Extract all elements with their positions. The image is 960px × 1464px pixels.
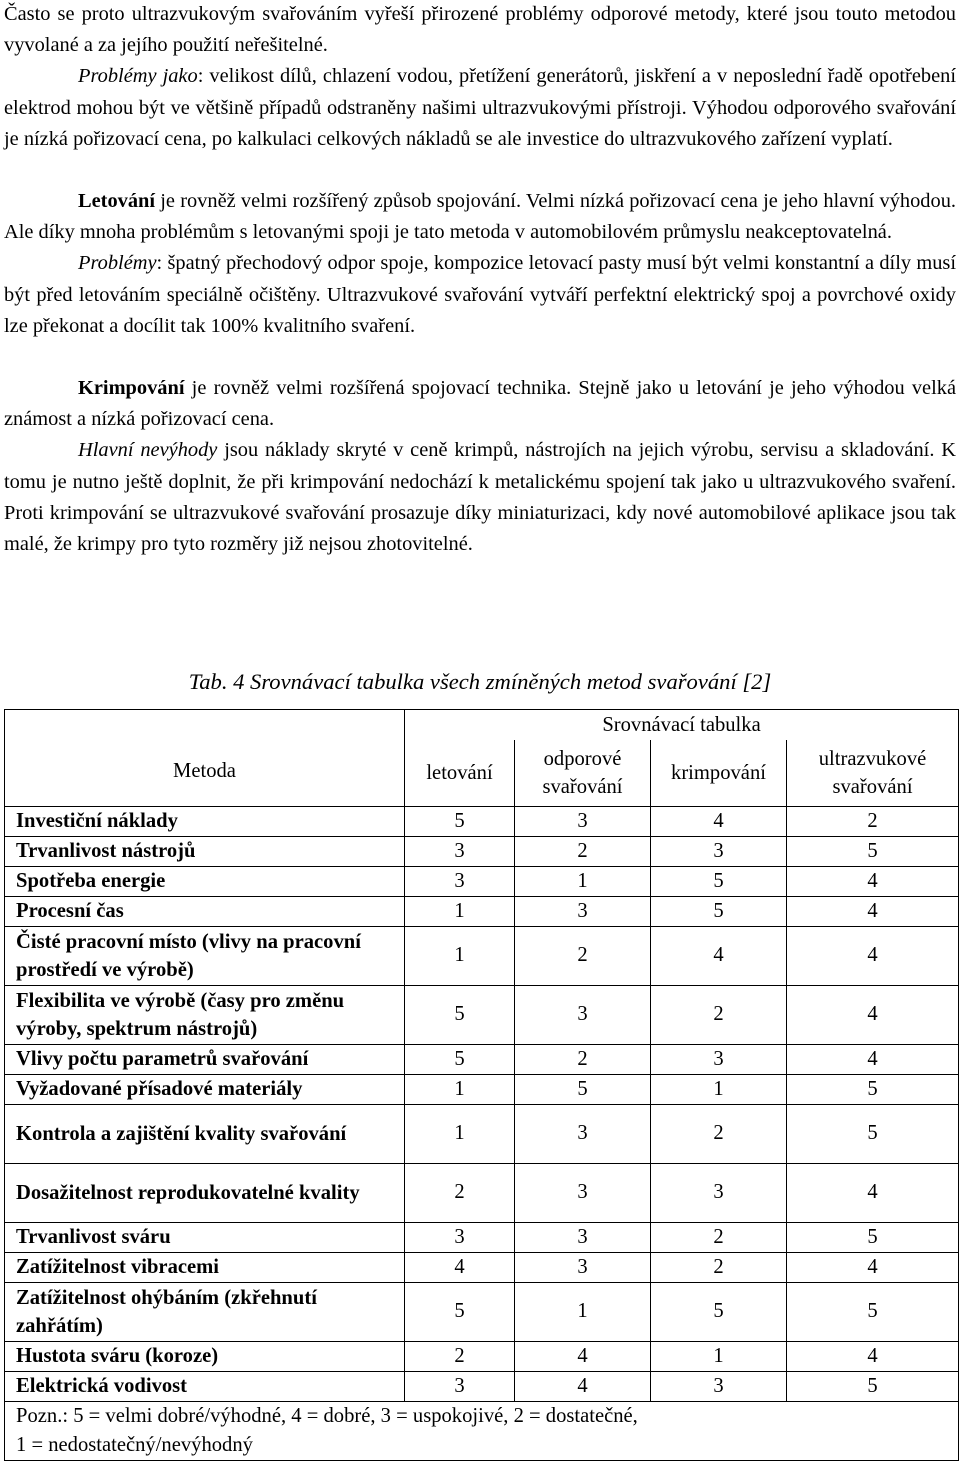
score-cell: 5 <box>405 985 515 1044</box>
score-cell: 1 <box>405 896 515 926</box>
score-cell: 3 <box>405 836 515 866</box>
score-cell: 4 <box>515 1341 651 1371</box>
row-label: Vyžadované přísadové materiály <box>5 1074 405 1104</box>
score-cell: 3 <box>515 1252 651 1282</box>
row-label: Elektrická vodivost <box>5 1371 405 1401</box>
score-cell: 5 <box>787 1104 959 1163</box>
score-cell: 5 <box>787 1074 959 1104</box>
score-cell: 4 <box>787 896 959 926</box>
score-cell: 5 <box>651 1282 787 1341</box>
table-note <box>5 1401 959 1460</box>
score-cell: 4 <box>787 1252 959 1282</box>
table-row <box>5 1074 959 1104</box>
paragraph-soldering-problems <box>4 248 956 342</box>
score-cell: 4 <box>651 926 787 985</box>
score-cell: 5 <box>405 806 515 836</box>
row-label: Zatížitelnost ohýbáním (zkřehnutí zahřátím) <box>5 1282 405 1341</box>
table-row <box>5 985 959 1044</box>
paragraph-text: : velikost dílů, chlazení vodou, přetížení generátorů, jiskření a v neposlední řadě opotřebení elektrod mohou být ve většině případů odstraněny našimi ultrazvukovými přístroji. Výhodou odporového svařování je nízká pořizovací cena, po kalkulaci celkových nákladů se ale investice do ultrazvukového zařízení vyplatí. <box>4 65 956 150</box>
table-row <box>5 866 959 896</box>
score-cell: 4 <box>787 1044 959 1074</box>
score-cell: 4 <box>787 985 959 1044</box>
score-cell: 1 <box>515 866 651 896</box>
score-cell: 2 <box>515 926 651 985</box>
score-cell: 2 <box>787 806 959 836</box>
score-cell: 3 <box>515 1163 651 1222</box>
score-cell: 3 <box>515 1104 651 1163</box>
table-row <box>5 1252 959 1282</box>
paragraph-soldering <box>4 186 956 248</box>
score-cell: 1 <box>515 1282 651 1341</box>
score-cell: 3 <box>651 1371 787 1401</box>
score-cell: 2 <box>515 1044 651 1074</box>
row-label: Kontrola a zajištění kvality svařování <box>5 1104 405 1163</box>
row-label: Vlivy počtu parametrů svařování <box>5 1044 405 1074</box>
table-row <box>5 1044 959 1074</box>
soldering-term: Letování <box>78 190 156 213</box>
method-header: Metoda <box>5 710 405 807</box>
score-cell: 4 <box>787 1163 959 1222</box>
score-cell: 1 <box>651 1341 787 1371</box>
score-cell: 3 <box>515 806 651 836</box>
row-label: Trvanlivost sváru <box>5 1222 405 1252</box>
score-cell: 5 <box>405 1282 515 1341</box>
table-row <box>5 1163 959 1222</box>
paragraph-crimping-disadvantages <box>4 435 956 560</box>
table-row <box>5 1282 959 1341</box>
score-cell: 4 <box>787 926 959 985</box>
score-cell: 4 <box>405 1252 515 1282</box>
score-cell: 5 <box>515 1074 651 1104</box>
problems-label: Problémy jako <box>78 65 198 88</box>
score-cell: 4 <box>787 1341 959 1371</box>
note-line: Pozn.: 5 = velmi dobré/výhodné, 4 = dobré, 3 = uspokojivé, 2 = dostatečné, <box>16 1404 638 1427</box>
score-cell: 3 <box>515 896 651 926</box>
score-cell: 1 <box>405 1074 515 1104</box>
score-cell: 3 <box>651 1163 787 1222</box>
problems-label: Problémy <box>78 252 157 275</box>
score-cell: 2 <box>515 836 651 866</box>
score-cell: 3 <box>515 985 651 1044</box>
document-page <box>4 0 956 560</box>
comparison-table <box>4 709 959 1461</box>
column-header: ultrazvukové svařování <box>787 740 959 806</box>
paragraph-text: je rovněž velmi rozšířený způsob spojování. Velmi nízká pořizovací cena je jeho hlavní výhodou. Ale díky mnoha problémům s letovanými spoji je tato metoda v automobilovém průmyslu neakceptovatelná. <box>4 190 956 244</box>
score-cell: 5 <box>787 1222 959 1252</box>
paragraph-crimping <box>4 373 956 435</box>
paragraph-resistance-problems <box>4 61 956 155</box>
score-cell: 5 <box>651 896 787 926</box>
score-cell: 3 <box>405 1222 515 1252</box>
score-cell: 1 <box>405 926 515 985</box>
score-cell: 5 <box>787 836 959 866</box>
score-cell: 4 <box>651 806 787 836</box>
score-cell: 2 <box>651 985 787 1044</box>
paragraph-ultrasound-intro <box>4 0 956 61</box>
score-cell: 3 <box>651 1044 787 1074</box>
paragraph-text: je rovněž velmi rozšířená spojovací technika. Stejně jako u letování je jeho výhodou velká známost a nízká pořizovací cena. <box>4 377 956 431</box>
row-label: Zatížitelnost vibracemi <box>5 1252 405 1282</box>
row-label: Trvanlivost nástrojů <box>5 836 405 866</box>
score-cell: 2 <box>651 1222 787 1252</box>
score-cell: 5 <box>787 1282 959 1341</box>
table-row <box>5 896 959 926</box>
row-label: Hustota sváru (koroze) <box>5 1341 405 1371</box>
column-header: letování <box>405 740 515 806</box>
score-cell: 1 <box>651 1074 787 1104</box>
table-row <box>5 1341 959 1371</box>
paragraph-text: : špatný přechodový odpor spoje, kompozice letovací pasty musí být velmi konstantní a díly musí být před letováním speciálně očištěny. Ultrazvukové svařování vytváří perfektní elektrický spoj a povrchové oxidy lze překonat a docílit tak 100% kvalitního svaření. <box>4 252 956 337</box>
column-header: odporové svařování <box>515 740 651 806</box>
score-cell: 2 <box>651 1252 787 1282</box>
score-cell: 4 <box>787 866 959 896</box>
column-header: krimpování <box>651 740 787 806</box>
table-row <box>5 1222 959 1252</box>
row-label: Investiční náklady <box>5 806 405 836</box>
table-caption: Tab. 4 Srovnávací tabulka všech zmíněných metod svařování [2] <box>188 669 772 694</box>
score-cell: 3 <box>651 836 787 866</box>
row-label: Spotřeba energie <box>5 866 405 896</box>
table-title: Srovnávací tabulka <box>405 710 959 741</box>
score-cell: 3 <box>515 1222 651 1252</box>
note-line: 1 = nedostatečný/nevýhodný <box>16 1433 253 1456</box>
paragraph-text: jsou náklady skryté v ceně krimpů, nástrojích na jejich výrobu, servisu a skladování. K tomu je nutno ještě doplnit, že při krimpování nedochází k metalickému spojení tak jako u ultrazvukového svaření. Proti krimpování se ultrazvukové svařování prosazuje díky miniaturizaci, kdy nové automobilové aplikace jsou tak malé, že krimpy pro tyto rozměry již nejsou zhotovitelné. <box>4 439 957 556</box>
score-cell: 2 <box>651 1104 787 1163</box>
score-cell: 3 <box>405 1371 515 1401</box>
row-label: Procesní čas <box>5 896 405 926</box>
score-cell: 5 <box>787 1371 959 1401</box>
score-cell: 5 <box>405 1044 515 1074</box>
table-row <box>5 836 959 866</box>
score-cell: 1 <box>405 1104 515 1163</box>
row-label: Flexibilita ve výrobě (časy pro změnu výroby, spektrum nástrojů) <box>5 985 405 1044</box>
crimping-term: Krimpování <box>78 377 185 400</box>
table-row <box>5 1104 959 1163</box>
score-cell: 5 <box>651 866 787 896</box>
score-cell: 2 <box>405 1341 515 1371</box>
disadvantages-label: Hlavní nevýhody <box>78 439 218 462</box>
score-cell: 4 <box>515 1371 651 1401</box>
score-cell: 3 <box>405 866 515 896</box>
table-row <box>5 926 959 985</box>
table-row <box>5 806 959 836</box>
table-row <box>5 1371 959 1401</box>
row-label: Čisté pracovní místo (vlivy na pracovní prostředí ve výrobě) <box>5 926 405 985</box>
row-label: Dosažitelnost reprodukovatelné kvality <box>5 1163 405 1222</box>
score-cell: 2 <box>405 1163 515 1222</box>
paragraph-text: Často se proto ultrazvukovým svařováním vyřeší přirozené problémy odporové metody, které jsou touto metodou vyvolané a za jejího použití neřešitelné. <box>4 3 956 57</box>
